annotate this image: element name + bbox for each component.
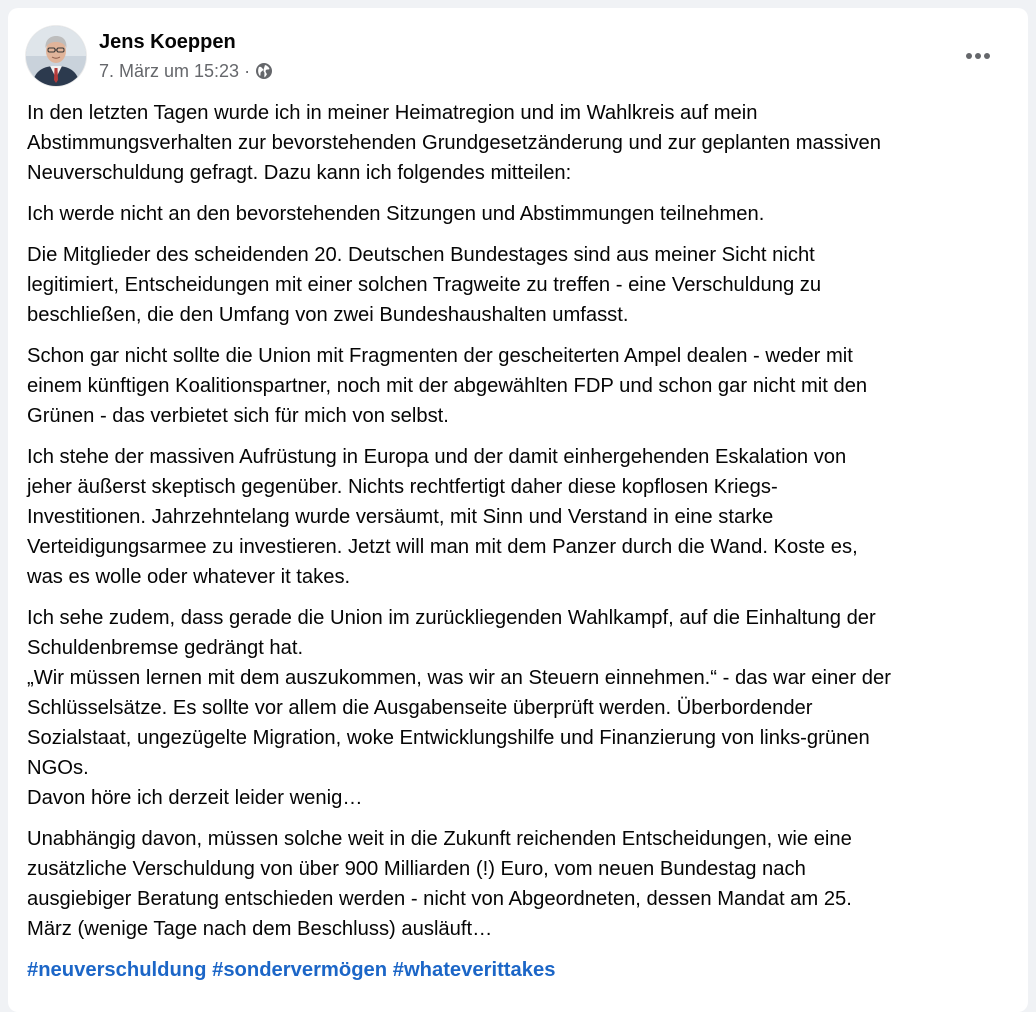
hashtag-list: [27, 955, 1017, 985]
post-paragraph: Ich stehe der massiven Aufrüstung in Europa und der damit einhergehenden Eskalation von jeher äußerst skeptisch gegenüber. Nichts rechtfertigt daher diese kopflosen Kriegs- Investitionen. Jahrzehntelang wurde versäumt, mit Sinn und Verstand in eine starke Verteidigungsarmee zu investieren. Jetzt will man mit dem Panzer durch die Wand. Koste es, was es wolle oder whatever it takes.: [27, 446, 858, 588]
post-header: [26, 26, 1010, 88]
hashtag-link[interactable]: #sondervermögen: [212, 959, 388, 981]
hashtag-link[interactable]: #whateverittakes: [392, 959, 556, 981]
post-timestamp[interactable]: 7. März um 15:23: [99, 61, 240, 81]
post-paragraph: Die Mitglieder des scheidenden 20. Deutschen Bundestages sind aus meiner Sicht nicht legitimiert, Entscheidungen mit einer solchen Tragweite zu treffen - eine Verschuldung zu beschließen, die den Umfang von zwei Bundeshaushalten umfasst.: [27, 244, 822, 326]
post-card: [8, 8, 1028, 1012]
globe-icon[interactable]: [255, 62, 273, 80]
author-name[interactable]: Jens Koeppen: [99, 31, 236, 53]
post-paragraph: Ich sehe zudem, dass gerade die Union im zurückliegenden Wahlkampf, auf die Einhaltung der Schuldenbremse gedrängt hat. „Wir müssen lernen mit dem auszukommen, was wir an Steuern einnehmen.“ - das war einer der Schlüsselsätze. Es sollte vor allem die Ausgabenseite überprüft werden. Überbordender Sozialstaat, ungezügelte Migration, woke Entwicklungshilfe und Finanzierung von links-grünen NGOs. Davon höre ich derzeit leider wenig…: [27, 607, 891, 809]
avatar-portrait-icon: [26, 26, 86, 86]
author-avatar[interactable]: [26, 26, 86, 86]
post-paragraph: In den letzten Tagen wurde ich in meiner Heimatregion und im Wahlkreis auf mein Abstimmungsverhalten zur bevorstehenden Grundgesetzänderung und zur geplanten massiven Neuverschuldung gefragt. Dazu kann ich folgendes mitteilen:: [27, 102, 882, 184]
hashtag-link[interactable]: #neuverschuldung: [27, 959, 207, 981]
more-options-button[interactable]: [958, 36, 998, 76]
post-paragraph: Ich werde nicht an den bevorstehenden Sitzungen und Abstimmungen teilnehmen.: [27, 203, 765, 225]
more-dots-icon: [965, 52, 991, 60]
post-meta: [99, 60, 273, 82]
post-paragraph: Schon gar nicht sollte die Union mit Fragmenten der gescheiterten Ampel dealen - weder mit einem künftigen Koalitionspartner, noch mit der abgewählten FDP und schon gar nicht mit den Grünen - das verbietet sich für mich von selbst.: [27, 345, 868, 427]
post-paragraph: Unabhängig davon, müssen solche weit in die Zukunft reichenden Entscheidungen, wie eine zusätzliche Verschuldung von über 900 Milliarden (!) Euro, vom neuen Bundestag nach ausgiebiger Beratung entschieden werden - nicht von Abgeordneten, dessen Mandat am 25. März (wenige Tage nach dem Beschluss) ausläuft…: [27, 828, 852, 940]
post-body: [27, 98, 1017, 985]
meta-separator: ·: [244, 61, 251, 81]
